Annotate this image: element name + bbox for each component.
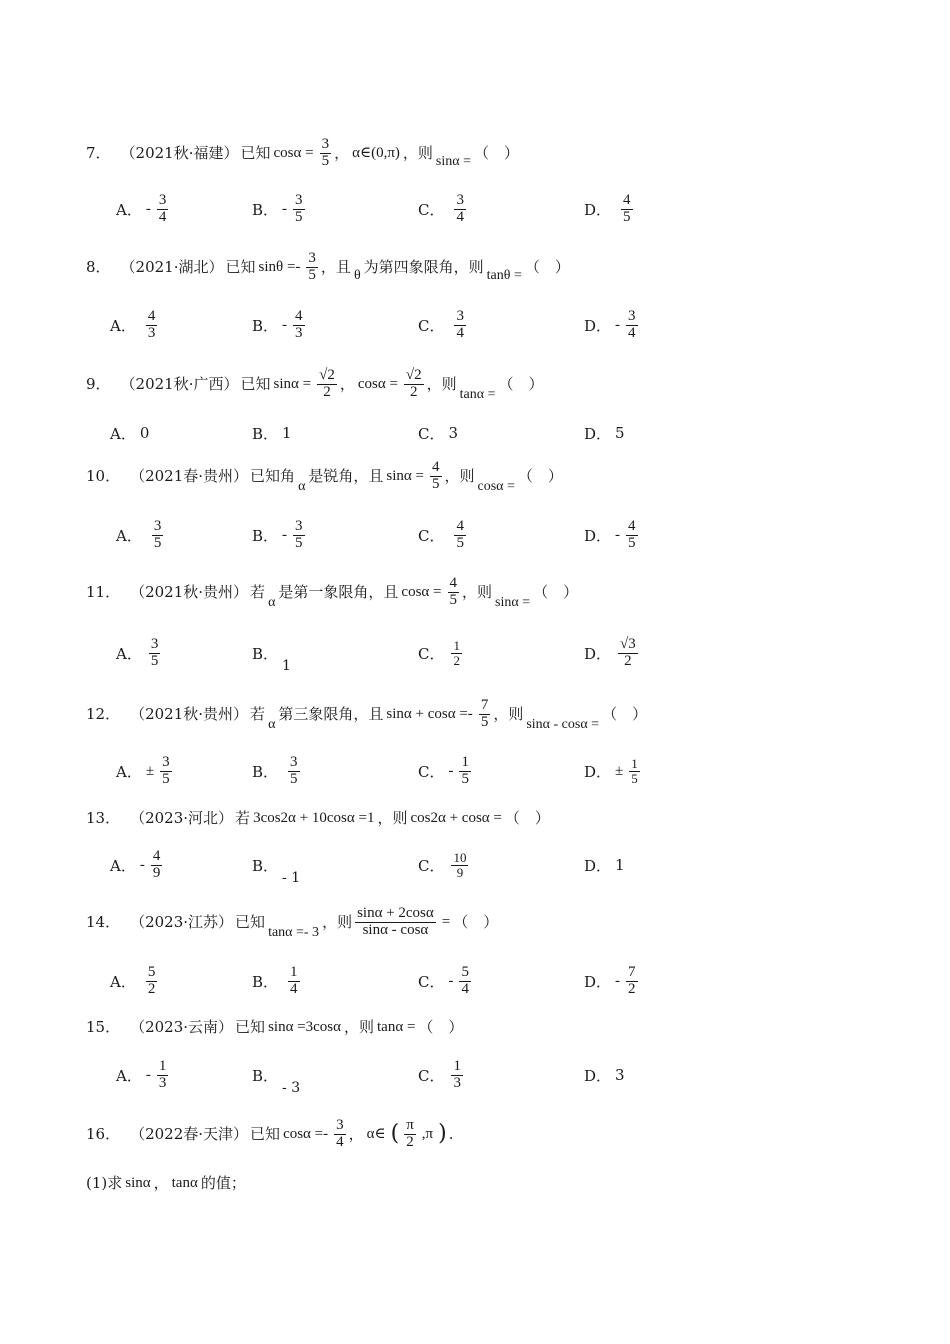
answer-blank: （ ） bbox=[524, 258, 570, 276]
math-expr: cosα = bbox=[401, 584, 442, 600]
question-number: 9． bbox=[86, 375, 111, 393]
question-7 bbox=[86, 133, 890, 173]
question-text: ，则 bbox=[377, 809, 408, 827]
question-text: 为第四象限角，则 bbox=[363, 258, 484, 276]
question-source: （2021秋·广西） bbox=[120, 375, 239, 393]
option-d[interactable]: D． - $\frac{3}{4}$ bbox=[584, 307, 636, 341]
option-b[interactable]: B． $\frac{1}{4}$ bbox=[252, 963, 298, 997]
math-expr: sinα =3cosα bbox=[268, 1019, 341, 1035]
answer-blank: （ ） bbox=[453, 913, 499, 931]
fraction: $\frac{3}{4}$ bbox=[336, 1116, 344, 1150]
option-c[interactable]: C． $\frac{3}{4}$ bbox=[418, 307, 464, 341]
question-source: （2023·河北） bbox=[130, 809, 234, 827]
math-target: tanθ = bbox=[486, 268, 522, 284]
option-c[interactable]: C． $\frac{3}{4}$ bbox=[418, 191, 464, 225]
question-number: 11． bbox=[86, 583, 121, 601]
fraction: $\frac{\sin\alpha + 2\cos\alpha}{\sin\alpha - \cos\alpha}$ bbox=[357, 904, 434, 938]
option-d[interactable]: D． $\frac{4}{5}$ bbox=[584, 191, 631, 225]
question-text: 若 bbox=[250, 583, 266, 601]
question-number: 7． bbox=[86, 144, 111, 162]
option-c[interactable]: C． $\frac{1}{2}$ bbox=[418, 637, 460, 668]
question-text: 已知 bbox=[225, 258, 256, 276]
math-var: α bbox=[298, 479, 306, 495]
question-source: （2021秋·福建） bbox=[120, 144, 239, 162]
options-15 bbox=[110, 1052, 890, 1098]
question-16 bbox=[86, 1112, 890, 1156]
question-source: （2021春·贵州） bbox=[130, 467, 249, 485]
question-text: 已知 bbox=[250, 1125, 281, 1143]
option-a[interactable]: A． $\frac{4}{3}$ bbox=[110, 307, 156, 341]
question-text: 的值； bbox=[200, 1174, 246, 1192]
question-number: 16． bbox=[86, 1125, 121, 1143]
option-d[interactable]: D． - $\frac{7}{2}$ bbox=[584, 963, 636, 997]
option-a[interactable]: A． - $\frac{1}{3}$ bbox=[116, 1057, 167, 1091]
question-text: ，则 bbox=[462, 583, 493, 601]
options-10 bbox=[110, 512, 890, 558]
question-number: 8． bbox=[86, 258, 111, 276]
option-d[interactable]: D． ± $\frac{1}{5}$ bbox=[584, 755, 638, 786]
question-text: ，且 bbox=[320, 258, 351, 276]
answer-blank: （ ） bbox=[473, 144, 519, 162]
math-target: cos2α + cosα = bbox=[410, 810, 502, 826]
option-c[interactable]: C． $\frac{1}{3}$ bbox=[418, 1057, 461, 1091]
math-expr: sinθ =- bbox=[258, 259, 301, 275]
option-b[interactable]: B． - 3 bbox=[252, 1066, 301, 1096]
math-target: sinα - cosα = bbox=[526, 717, 600, 733]
question-number: 15． bbox=[86, 1018, 121, 1036]
option-a[interactable]: A． $\frac{3}{5}$ bbox=[116, 517, 162, 551]
fraction: $\frac{3}{5}$ bbox=[321, 135, 330, 169]
fraction: $\frac{7}{5}$ bbox=[480, 696, 489, 730]
question-13 bbox=[86, 804, 890, 832]
fraction: $\frac{4}{5}$ bbox=[432, 458, 440, 492]
question-text: 若 bbox=[235, 809, 251, 827]
option-b[interactable]: B． $\frac{3}{5}$ bbox=[252, 753, 298, 787]
option-a[interactable]: A． - $\frac{4}{9}$ bbox=[110, 847, 161, 881]
math-expr: α∈(0,π) bbox=[352, 145, 400, 161]
option-d[interactable]: D． 1 bbox=[584, 856, 625, 875]
question-8 bbox=[86, 247, 890, 287]
question-text: 已知 bbox=[235, 1018, 266, 1036]
sub-question-1 bbox=[86, 1170, 890, 1196]
option-c[interactable]: C． $\frac{4}{5}$ bbox=[418, 517, 464, 551]
math-expr: tanα =- 3 bbox=[268, 925, 320, 941]
math-expr: 3cos2α + 10cosα =1 bbox=[253, 810, 375, 826]
option-b[interactable]: B． 1 bbox=[252, 644, 291, 674]
option-c[interactable]: C． $\frac{10}{9}$ bbox=[418, 849, 467, 880]
options-8 bbox=[110, 302, 890, 348]
question-number: 10． bbox=[86, 467, 121, 485]
options-14 bbox=[110, 958, 890, 1004]
math-var: θ bbox=[353, 268, 361, 284]
option-d[interactable]: D． - $\frac{4}{5}$ bbox=[584, 517, 636, 551]
option-c[interactable]: C． - $\frac{5}{4}$ bbox=[418, 963, 469, 997]
question-9 bbox=[86, 362, 890, 406]
question-text: ，则 bbox=[402, 144, 433, 162]
question-text: ，则 bbox=[322, 913, 353, 931]
question-text: 已知 bbox=[240, 375, 271, 393]
sub-question-prefix: (1)求 bbox=[86, 1174, 123, 1192]
math-target: sinα = bbox=[495, 595, 531, 611]
option-c[interactable]: C． 3 bbox=[418, 424, 459, 443]
options-13 bbox=[110, 842, 890, 888]
question-14 bbox=[86, 900, 890, 944]
fraction: $\frac{3}{5}$ bbox=[308, 249, 316, 283]
separator: ， bbox=[339, 375, 355, 393]
question-text: 是锐角，且 bbox=[308, 467, 384, 485]
option-b[interactable]: B． - $\frac{3}{5}$ bbox=[252, 191, 303, 225]
option-d[interactable]: D． 3 bbox=[584, 1066, 625, 1085]
fraction: $\frac{4}{5}$ bbox=[449, 574, 457, 608]
math-expr: cosα = bbox=[357, 376, 398, 392]
question-text: ，则 bbox=[493, 705, 524, 723]
answer-blank: （ ） bbox=[533, 583, 579, 601]
answer-blank: （ ） bbox=[418, 1018, 464, 1036]
question-number: 13． bbox=[86, 809, 121, 827]
right-paren-icon: ) bbox=[438, 1120, 447, 1146]
math-expr: ,π bbox=[421, 1126, 434, 1142]
math-target: tanα = bbox=[459, 387, 496, 403]
answer-blank: （ ） bbox=[504, 809, 550, 827]
question-12 bbox=[86, 692, 890, 736]
option-d[interactable]: D． 5 bbox=[584, 424, 625, 443]
answer-blank: （ ） bbox=[517, 467, 563, 485]
math-expr: = bbox=[441, 914, 451, 930]
math-target: sinα = bbox=[435, 154, 471, 170]
question-text: 若 bbox=[250, 705, 266, 723]
math-target: tanα = bbox=[377, 1019, 416, 1035]
question-source: （2021秋·贵州） bbox=[130, 583, 249, 601]
option-b[interactable]: B． - 1 bbox=[252, 856, 301, 886]
left-paren-icon: ( bbox=[390, 1120, 400, 1146]
answer-blank: （ ） bbox=[602, 705, 648, 723]
math-expr: sinα = bbox=[386, 468, 424, 484]
question-text: ，则 bbox=[444, 467, 475, 485]
separator: ， bbox=[153, 1174, 169, 1192]
options-9 bbox=[110, 410, 890, 456]
math-expr: sinα = bbox=[273, 376, 312, 392]
options-11 bbox=[110, 630, 890, 676]
option-c[interactable]: C． - $\frac{1}{5}$ bbox=[418, 753, 469, 787]
question-source: （2021·湖北） bbox=[120, 258, 224, 276]
question-source: （2023·云南） bbox=[130, 1018, 234, 1036]
fraction: $\frac{√2}{2}$ bbox=[405, 366, 422, 400]
separator: ， bbox=[348, 1125, 364, 1143]
math-var: α bbox=[268, 595, 276, 611]
question-text: 已知 bbox=[235, 913, 266, 931]
math-expr: sinα bbox=[125, 1175, 151, 1191]
fraction: $\frac{\pi}{2}$ bbox=[406, 1116, 414, 1150]
math-expr: α∈ bbox=[366, 1126, 386, 1142]
math-target: cosα = bbox=[477, 479, 515, 495]
answer-blank: （ ） bbox=[498, 375, 544, 393]
option-a[interactable]: A． $\frac{5}{2}$ bbox=[110, 963, 156, 997]
question-source: （2023·江苏） bbox=[130, 913, 234, 931]
option-a[interactable]: A． ± $\frac{3}{5}$ bbox=[116, 753, 170, 787]
options-7 bbox=[110, 186, 890, 232]
question-text: 第三象限角，且 bbox=[278, 705, 384, 723]
math-var: α bbox=[268, 717, 276, 733]
question-text: 已知角 bbox=[250, 467, 296, 485]
separator: ， bbox=[334, 144, 350, 162]
question-number: 12． bbox=[86, 705, 121, 723]
fraction: $\frac{√2}{2}$ bbox=[319, 366, 335, 400]
math-expr: cosα =- bbox=[283, 1126, 329, 1142]
option-b[interactable]: B． - $\frac{3}{5}$ bbox=[252, 517, 303, 551]
math-expr: cosα = bbox=[273, 145, 314, 161]
question-15 bbox=[86, 1013, 890, 1041]
option-b[interactable]: B． 1 bbox=[252, 424, 292, 443]
options-12 bbox=[110, 748, 890, 794]
option-a[interactable]: A． - $\frac{3}{4}$ bbox=[116, 191, 167, 225]
question-text: ，则 bbox=[426, 375, 457, 393]
option-d[interactable]: D． $\frac{√3}{2}$ bbox=[584, 635, 636, 669]
question-text: 是第一象限角，且 bbox=[278, 583, 399, 601]
question-text: 已知 bbox=[240, 144, 271, 162]
question-number: 14． bbox=[86, 913, 121, 931]
option-b[interactable]: B． - $\frac{4}{3}$ bbox=[252, 307, 303, 341]
separator: . bbox=[448, 1125, 454, 1143]
math-expr: sinα + cosα =- bbox=[386, 706, 473, 722]
question-source: （2022春·天津） bbox=[130, 1125, 249, 1143]
question-11 bbox=[86, 570, 890, 614]
question-text: ，则 bbox=[344, 1018, 375, 1036]
math-expr: tanα bbox=[171, 1175, 198, 1191]
option-a[interactable]: A． 0 bbox=[110, 424, 150, 443]
question-10 bbox=[86, 454, 890, 498]
question-source: （2021秋·贵州） bbox=[130, 705, 249, 723]
option-a[interactable]: A． $\frac{3}{5}$ bbox=[116, 635, 159, 669]
